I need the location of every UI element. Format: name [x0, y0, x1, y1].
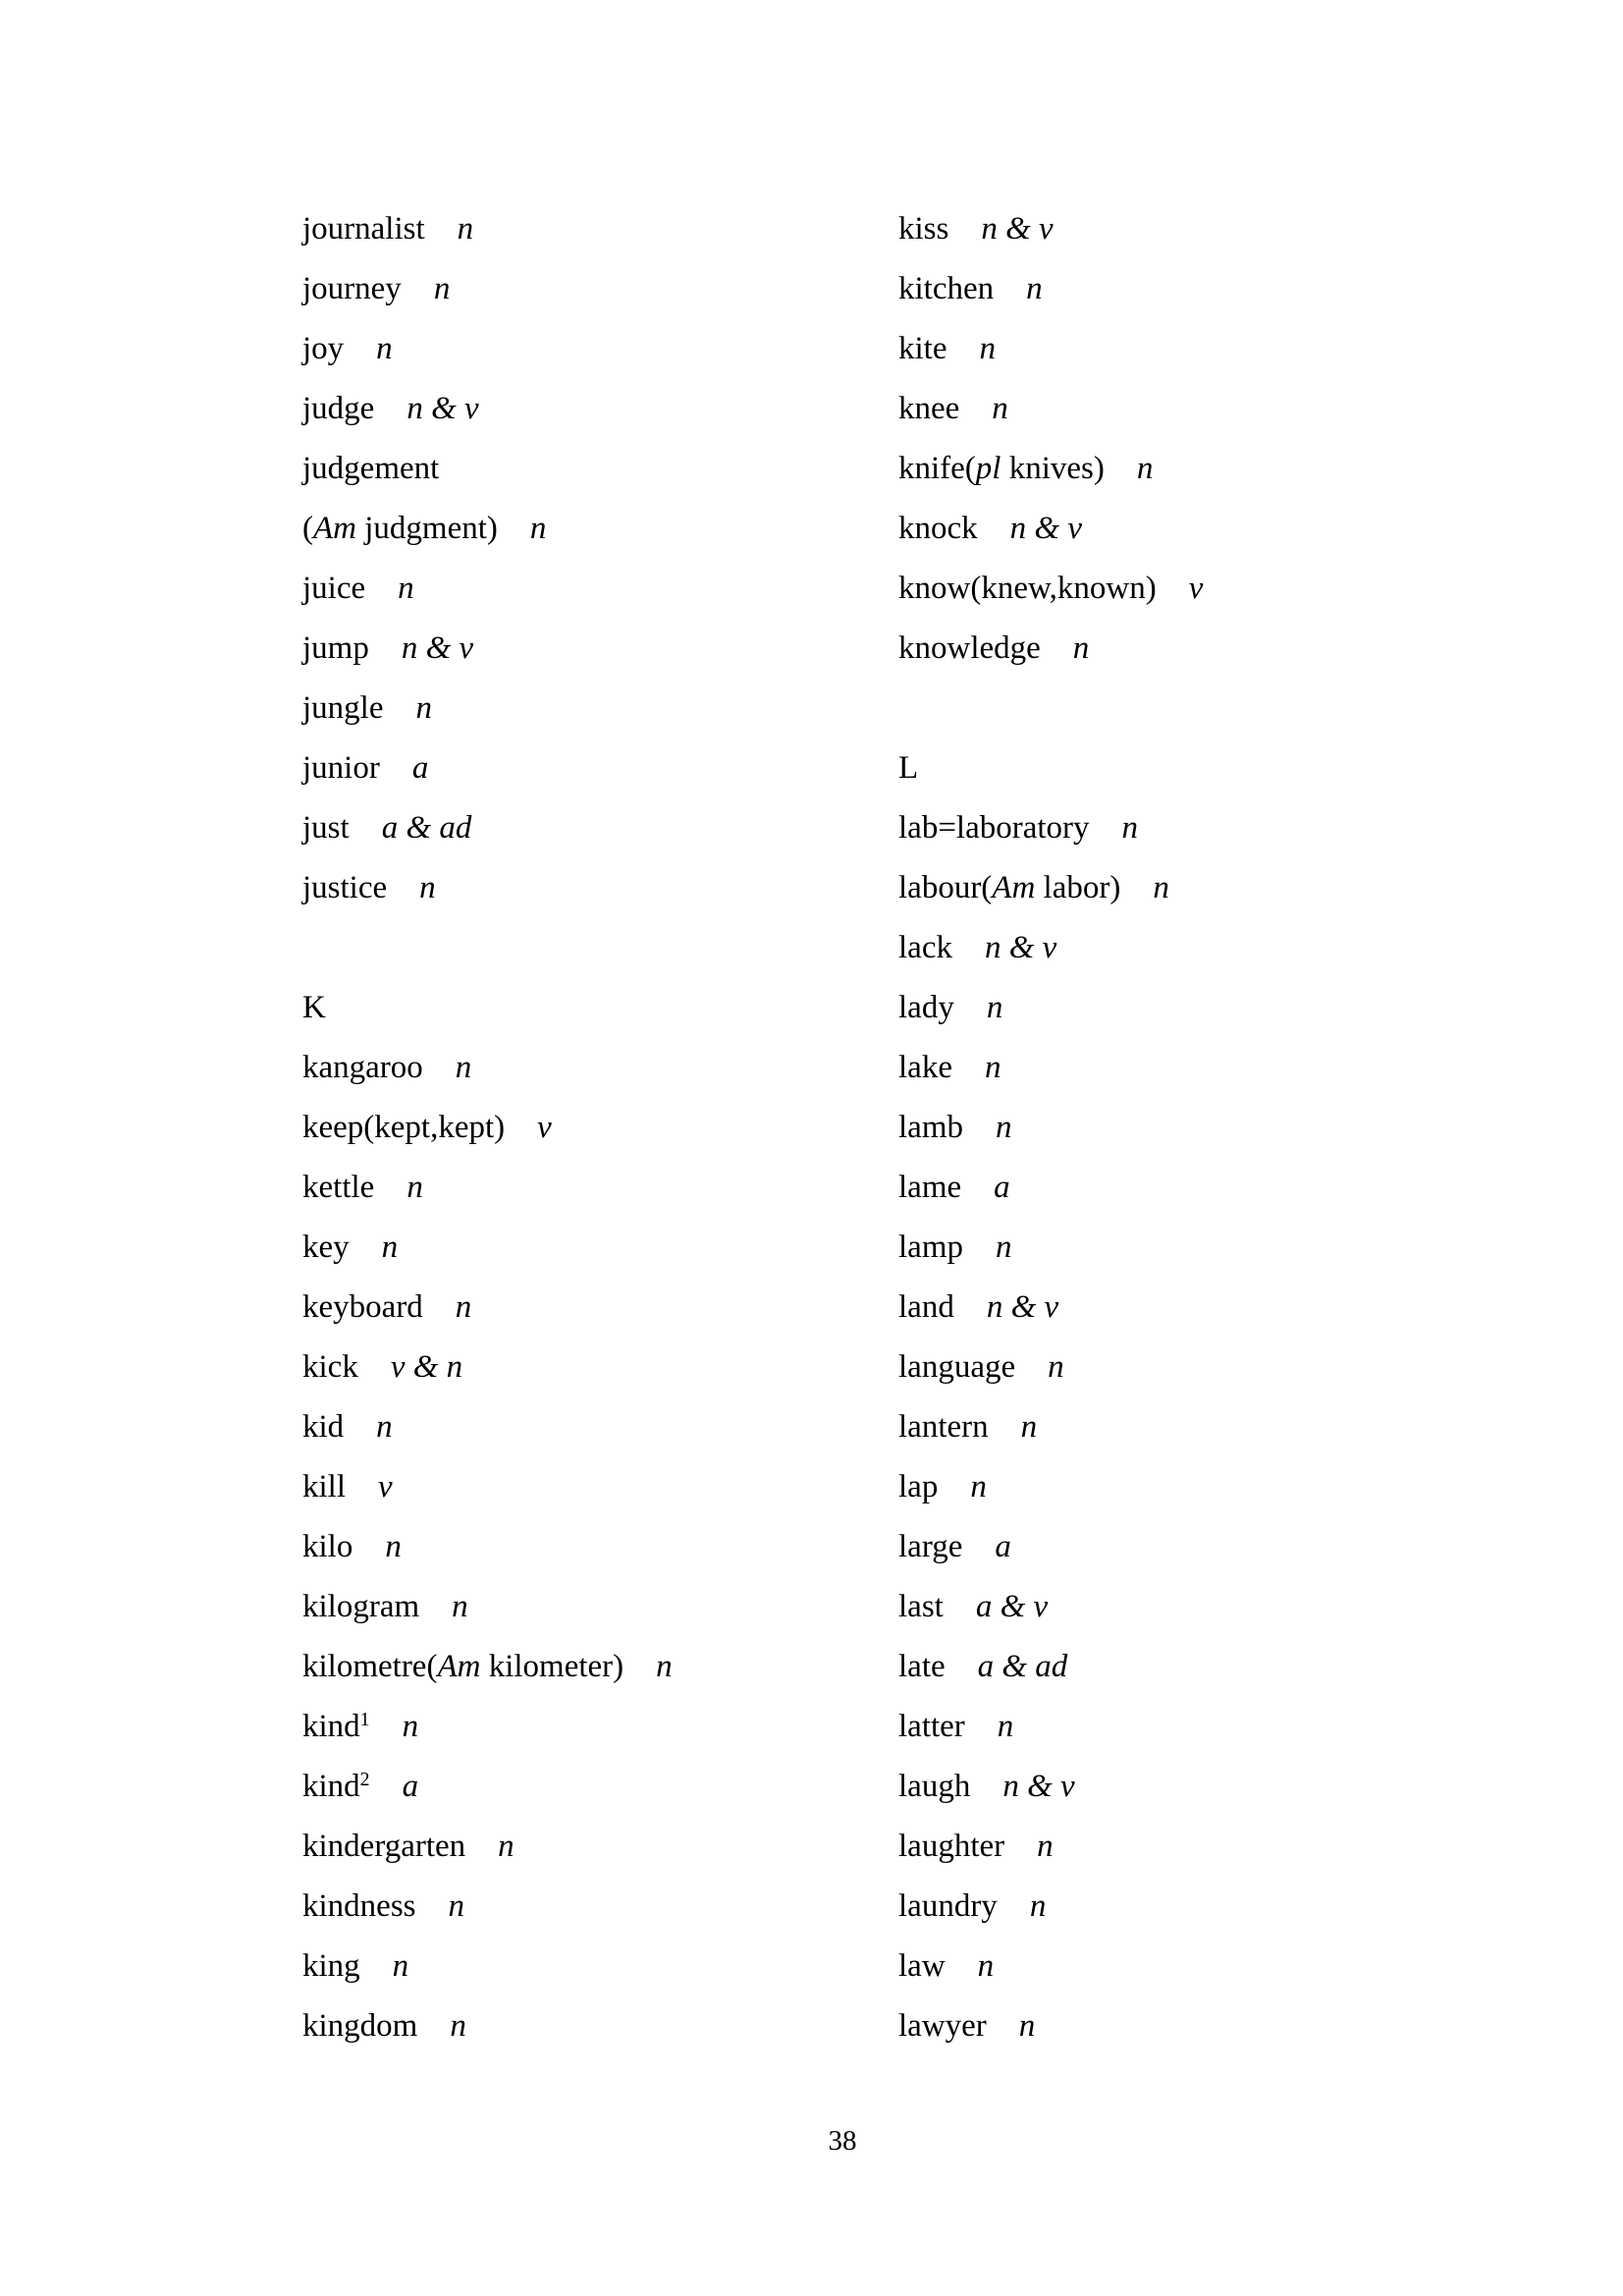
word-text: just	[302, 810, 350, 846]
entry-line	[302, 559, 892, 619]
part-of-speech-tag: v	[537, 1110, 552, 1145]
word-text: last	[898, 1589, 944, 1624]
word-text: kitchen	[898, 271, 995, 306]
word-text: jungle	[302, 690, 384, 726]
part-of-speech-tag: a	[402, 1769, 419, 1804]
word-text: Am	[437, 1649, 481, 1684]
part-of-speech-tag: n	[457, 211, 474, 246]
word-text: kite	[898, 331, 947, 366]
entry-line	[898, 918, 1605, 978]
entry-line	[898, 499, 1605, 559]
part-of-speech-tag: n	[450, 2008, 466, 2044]
entry-line	[302, 1397, 892, 1457]
blank-line	[898, 679, 1605, 738]
section-header	[898, 738, 1605, 798]
part-of-speech-tag: n	[1020, 1409, 1038, 1445]
part-of-speech-tag: n	[398, 571, 414, 606]
word-text: knowledge	[898, 630, 1041, 666]
entry-line	[898, 1158, 1605, 1218]
part-of-speech-tag: n	[381, 1230, 399, 1265]
word-text: lady	[898, 990, 954, 1025]
entry-line	[898, 1937, 1605, 1996]
word-list-column-right	[898, 199, 1605, 2056]
word-text: lab=laboratory	[898, 810, 1090, 846]
part-of-speech-tag: n	[997, 1709, 1014, 1744]
entry-line	[898, 1877, 1605, 1937]
word-text: kindness	[302, 1888, 416, 1924]
part-of-speech-tag: a & v	[975, 1589, 1049, 1624]
entry-line	[898, 1817, 1605, 1877]
part-of-speech-tag: v	[378, 1469, 393, 1504]
part-of-speech-tag: n & v	[986, 1289, 1059, 1325]
entry-line	[898, 1577, 1605, 1637]
word-text: judgment)	[356, 511, 498, 546]
part-of-speech-tag: n	[977, 1948, 995, 1984]
word-text: kilometre(	[302, 1649, 438, 1684]
entry-line	[898, 1517, 1605, 1577]
word-text: (	[302, 511, 313, 546]
part-of-speech-tag: n	[995, 1110, 1012, 1145]
part-of-speech-tag: n	[656, 1649, 673, 1684]
entry-line	[898, 1697, 1605, 1757]
entry-line	[898, 1338, 1605, 1397]
part-of-speech-tag: n	[406, 1170, 423, 1205]
word-text: laughter	[898, 1829, 1005, 1864]
word-text: Am	[313, 511, 356, 546]
word-text: lantern	[898, 1409, 989, 1445]
word-text: knives)	[1001, 451, 1105, 486]
page-number: 38	[828, 2125, 857, 2157]
word-text: language	[898, 1349, 1016, 1385]
entry-line	[302, 1877, 892, 1937]
part-of-speech-tag: n	[1029, 1888, 1047, 1924]
word-text: know(knew,known)	[898, 571, 1157, 606]
entry-line	[302, 319, 892, 379]
word-text: laugh	[898, 1769, 971, 1804]
entry-line	[302, 858, 892, 918]
entry-line	[898, 1218, 1605, 1278]
entry-line	[302, 379, 892, 439]
part-of-speech-tag: n	[415, 690, 432, 726]
word-text: kill	[302, 1469, 347, 1504]
word-text: kick	[302, 1349, 358, 1385]
word-text: lap	[898, 1469, 939, 1504]
word-text: land	[898, 1289, 954, 1325]
part-of-speech-tag: n	[402, 1709, 419, 1744]
word-text: kindergarten	[302, 1829, 466, 1864]
word-text: lack	[898, 930, 952, 965]
part-of-speech-tag: v	[1188, 571, 1204, 606]
part-of-speech-tag: n & v	[401, 630, 474, 666]
word-text: joy	[302, 331, 345, 366]
part-of-speech-tag: n	[455, 1289, 472, 1325]
section-letter: L	[898, 750, 919, 786]
entry-line	[302, 1577, 892, 1637]
word-text: knock	[898, 511, 978, 546]
entry-line	[898, 858, 1605, 918]
word-text: keyboard	[302, 1289, 423, 1325]
part-of-speech-tag: n & v	[1009, 511, 1082, 546]
entry-line	[302, 499, 892, 559]
word-text: lame	[898, 1170, 962, 1205]
entry-line	[898, 319, 1605, 379]
word-text: lake	[898, 1050, 952, 1085]
part-of-speech-tag: a	[411, 750, 429, 786]
word-text: junior	[302, 750, 380, 786]
word-text: juice	[302, 571, 366, 606]
word-text: Am	[992, 870, 1036, 905]
entry-line	[302, 619, 892, 679]
word-text: lamb	[898, 1110, 963, 1145]
entry-line	[898, 1278, 1605, 1338]
word-text: kingdom	[302, 2008, 418, 2044]
part-of-speech-tag: n	[986, 990, 1003, 1025]
part-of-speech-tag: n	[452, 1589, 468, 1624]
part-of-speech-tag: n	[1121, 810, 1139, 846]
entry-line	[302, 1158, 892, 1218]
part-of-speech-tag: n	[433, 271, 451, 306]
part-of-speech-tag: n	[419, 870, 436, 905]
entry-line	[898, 199, 1605, 259]
entry-line	[898, 619, 1605, 679]
word-text: king	[302, 1948, 360, 1984]
entry-line	[898, 1098, 1605, 1158]
entry-line	[302, 1697, 892, 1757]
part-of-speech-tag: n	[529, 511, 547, 546]
entry-line	[302, 439, 892, 499]
word-text: kilo	[302, 1529, 353, 1564]
part-of-speech-tag: n	[376, 1409, 393, 1445]
word-text: laundry	[898, 1888, 998, 1924]
part-of-speech-tag: n	[448, 1888, 464, 1924]
entry-line	[898, 379, 1605, 439]
entry-line	[302, 1038, 892, 1098]
word-text: labour(	[898, 870, 993, 905]
entry-line	[302, 1817, 892, 1877]
entry-line	[898, 559, 1605, 619]
part-of-speech-tag: n	[970, 1469, 987, 1504]
entry-line	[302, 1278, 892, 1338]
part-of-speech-tag: n	[1136, 451, 1154, 486]
word-text: 1	[359, 1709, 370, 1731]
word-text: latter	[898, 1709, 965, 1744]
word-list-column-left	[302, 199, 892, 2056]
part-of-speech-tag: n & v	[1002, 1769, 1075, 1804]
word-text: kid	[302, 1409, 345, 1445]
part-of-speech-tag: n & v	[984, 930, 1057, 965]
part-of-speech-tag: n & v	[406, 391, 479, 426]
entry-line	[302, 1757, 892, 1817]
word-text: law	[898, 1948, 946, 1984]
word-text: kiss	[898, 211, 949, 246]
word-text: knife(	[898, 451, 976, 486]
part-of-speech-tag: a	[994, 1170, 1010, 1205]
part-of-speech-tag: n	[1048, 1349, 1064, 1385]
section-header	[302, 978, 892, 1038]
word-text: kind	[302, 1709, 360, 1744]
entry-line	[302, 1517, 892, 1577]
entry-line	[302, 199, 892, 259]
entry-line	[898, 439, 1605, 499]
part-of-speech-tag: v & n	[390, 1349, 463, 1385]
word-text: pl	[975, 451, 1001, 486]
part-of-speech-tag: n	[979, 331, 996, 366]
word-text: judge	[302, 391, 375, 426]
word-text: journalist	[302, 211, 425, 246]
entry-line	[898, 1757, 1605, 1817]
entry-line	[898, 259, 1605, 319]
part-of-speech-tag: n	[455, 1050, 472, 1085]
entry-line	[302, 1937, 892, 1996]
word-text: journey	[302, 271, 402, 306]
part-of-speech-tag: n	[1153, 870, 1169, 905]
word-text: 2	[359, 1769, 370, 1791]
word-text: key	[302, 1230, 350, 1265]
part-of-speech-tag: n	[498, 1829, 514, 1864]
entry-line	[898, 1397, 1605, 1457]
entry-line	[302, 1457, 892, 1517]
entry-line	[302, 1098, 892, 1158]
word-text: judgement	[302, 451, 440, 486]
part-of-speech-tag: n	[1026, 271, 1043, 306]
word-text: jump	[302, 630, 369, 666]
entry-line	[302, 1996, 892, 2056]
entry-line	[898, 1996, 1605, 2056]
entry-line	[898, 1637, 1605, 1697]
part-of-speech-tag: a & ad	[977, 1649, 1068, 1684]
entry-line	[898, 1038, 1605, 1098]
word-text: kangaroo	[302, 1050, 423, 1085]
part-of-speech-tag: a & ad	[381, 810, 472, 846]
part-of-speech-tag: n	[992, 391, 1008, 426]
part-of-speech-tag: n	[385, 1529, 402, 1564]
part-of-speech-tag: n	[1037, 1829, 1054, 1864]
word-text: late	[898, 1649, 946, 1684]
entry-line	[898, 1457, 1605, 1517]
part-of-speech-tag: n	[984, 1050, 1001, 1085]
part-of-speech-tag: n	[995, 1230, 1012, 1265]
part-of-speech-tag: n	[1018, 2008, 1036, 2044]
part-of-speech-tag: n	[1072, 630, 1090, 666]
word-text: lawyer	[898, 2008, 987, 2044]
entry-line	[302, 738, 892, 798]
word-text: justice	[302, 870, 388, 905]
part-of-speech-tag: n	[392, 1948, 409, 1984]
entry-line	[302, 1637, 892, 1697]
word-text: large	[898, 1529, 963, 1564]
entry-line	[302, 1338, 892, 1397]
entry-line	[898, 798, 1605, 858]
word-text: kind	[302, 1769, 360, 1804]
word-text: knee	[898, 391, 960, 426]
word-text: kilometer)	[480, 1649, 624, 1684]
entry-line	[302, 1218, 892, 1278]
part-of-speech-tag: n & v	[981, 211, 1054, 246]
word-text: lamp	[898, 1230, 963, 1265]
word-text: kettle	[302, 1170, 375, 1205]
entry-line	[898, 978, 1605, 1038]
entry-line	[302, 259, 892, 319]
word-text: keep(kept,kept)	[302, 1110, 506, 1145]
part-of-speech-tag: a	[995, 1529, 1011, 1564]
section-letter: K	[302, 990, 326, 1025]
entry-line	[302, 798, 892, 858]
entry-line	[302, 679, 892, 738]
word-text: labor)	[1035, 870, 1121, 905]
blank-line	[302, 918, 892, 978]
part-of-speech-tag: n	[376, 331, 393, 366]
word-text: kilogram	[302, 1589, 420, 1624]
